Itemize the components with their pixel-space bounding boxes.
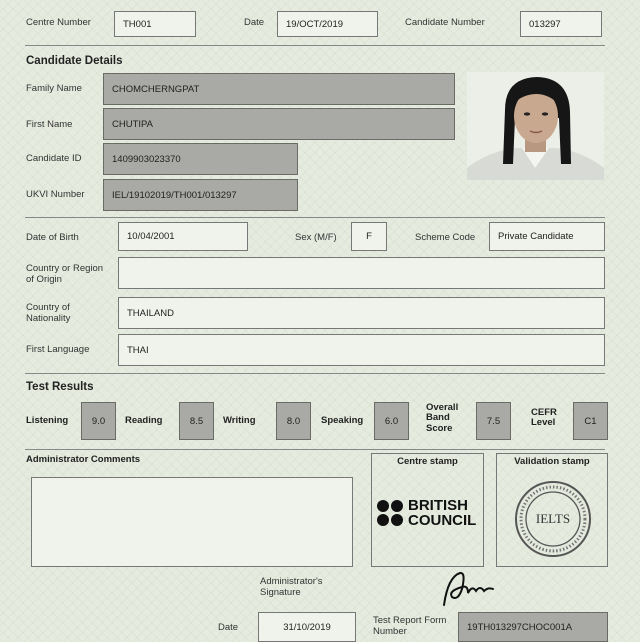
writing-score: 8.0 — [276, 402, 311, 440]
family-name-field: CHOMCHERNGPAT — [103, 73, 455, 105]
ukvi-number-field: IEL/19102019/TH001/013297 — [103, 179, 298, 211]
speaking-score: 6.0 — [374, 402, 409, 440]
validation-stamp-box — [496, 453, 608, 567]
admin-comments-label: Administrator Comments — [26, 454, 141, 465]
divider — [25, 217, 605, 218]
writing-label: Writing — [223, 415, 256, 426]
sex-field: F — [351, 222, 387, 251]
divider — [25, 45, 605, 46]
first-language-field: THAI — [118, 334, 605, 366]
candidate-details-title: Candidate Details — [26, 55, 123, 67]
overall-band-score: 7.5 — [476, 402, 511, 440]
nationality-label: Country of Nationality — [26, 302, 71, 324]
divider — [25, 449, 605, 450]
first-name-field: CHUTIPA — [103, 108, 455, 140]
british-council-logo-icon — [375, 498, 409, 533]
centre-stamp-box — [371, 453, 484, 567]
listening-score: 9.0 — [81, 402, 116, 440]
british-council-wordmark: BRITISH COUNCIL — [408, 497, 477, 529]
speaking-label: Speaking — [321, 415, 364, 426]
centre-number-field: TH001 — [114, 11, 196, 37]
centre-stamp-label: Centre stamp — [397, 456, 458, 467]
trf-number-field: 19TH013297CHOC001A — [458, 612, 608, 642]
scheme-code-label: Scheme Code — [415, 232, 476, 243]
dob-field: 10/04/2001 — [118, 222, 248, 251]
validation-stamp-label: Validation stamp — [514, 456, 590, 467]
nationality-field: THAILAND — [118, 297, 605, 329]
header-date-field: 19/OCT/2019 — [277, 11, 378, 37]
admin-signature-label: Administrator's Signature — [260, 576, 323, 598]
footer-date-field: 31/10/2019 — [258, 612, 356, 642]
candidate-photo — [467, 72, 604, 180]
candidate-number-label: Candidate Number — [405, 17, 485, 28]
trf-number-label: Test Report Form Number — [373, 615, 447, 637]
scheme-code-field: Private Candidate — [489, 222, 605, 251]
signature-icon — [438, 567, 498, 614]
candidate-number-field: 013297 — [520, 11, 602, 37]
listening-label: Listening — [26, 415, 69, 426]
cefr-level-label: CEFR Level — [531, 407, 557, 429]
admin-comments-box — [31, 477, 353, 567]
origin-label: Country or Region of Origin — [26, 263, 104, 285]
candidate-id-field: 1409903023370 — [103, 143, 298, 175]
divider — [25, 373, 605, 374]
sex-label: Sex (M/F) — [295, 232, 337, 243]
footer-date-label: Date — [218, 622, 239, 633]
first-name-label: First Name — [26, 119, 73, 130]
first-language-label: First Language — [26, 344, 90, 355]
candidate-id-label: Candidate ID — [26, 153, 82, 164]
dob-label: Date of Birth — [26, 232, 79, 243]
cefr-level-score: C1 — [573, 402, 608, 440]
reading-score: 8.5 — [179, 402, 214, 440]
origin-field — [118, 257, 605, 289]
family-name-label: Family Name — [26, 83, 82, 94]
ielts-seal-text: IELTS — [535, 511, 571, 526]
reading-label: Reading — [125, 415, 163, 426]
centre-number-label: Centre Number — [26, 17, 91, 28]
test-results-title: Test Results — [26, 381, 94, 393]
overall-band-label: Overall Band Score — [426, 402, 459, 434]
ukvi-number-label: UKVI Number — [26, 189, 85, 200]
header-date-label: Date — [244, 17, 265, 28]
